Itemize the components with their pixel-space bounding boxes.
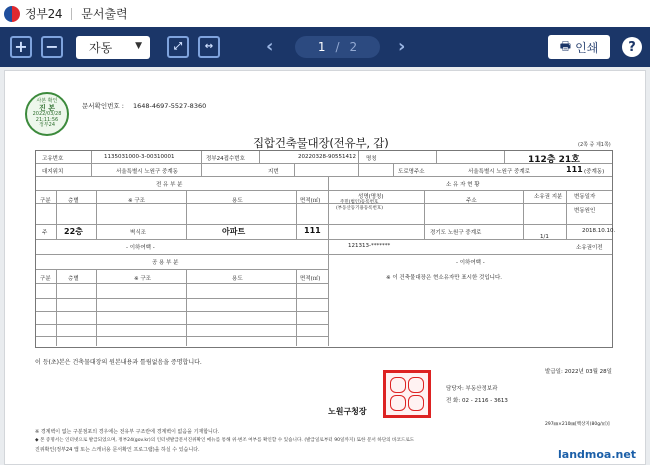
seal-glyph [408, 377, 424, 393]
fit-width-icon: ↔ [204, 41, 214, 52]
table-rule [56, 269, 57, 346]
table-rule [523, 190, 524, 239]
fit-page-button[interactable] [167, 36, 189, 58]
authenticity-seal-icon [25, 92, 69, 136]
table-rule [36, 203, 612, 204]
footnote-3: 진위확인(정부24 앱 또는 스캐너용 문서확인 프로그램)을 하실 수 있습니다. [35, 447, 200, 453]
print-label: 인쇄 [575, 40, 599, 55]
page-separator: / [335, 40, 340, 54]
help-button[interactable] [622, 37, 642, 57]
below-blank-owner: - 이하여백 - [456, 260, 485, 266]
table-rule [296, 269, 297, 346]
row-area: 111 [304, 226, 321, 235]
seal-time: 21:11:56 [35, 116, 59, 123]
seal-top-text: 사본 확인 [36, 98, 58, 105]
lot-label: 지번 [268, 169, 279, 175]
table-rule [566, 190, 567, 239]
col-change-date: 변동일자 [574, 194, 596, 200]
col-change-reason: 변동원인 [574, 208, 596, 214]
table-rule [294, 163, 295, 176]
common-col-type: 구분 [40, 276, 51, 282]
section-common: 공 용 부 분 [152, 260, 179, 266]
row-struct: 벽식조 [130, 230, 146, 236]
seal-main-text: 진 본 [39, 103, 55, 112]
table-rule [186, 269, 187, 346]
table-rule [504, 151, 505, 163]
table-rule [186, 190, 187, 239]
viewer-toolbar [0, 27, 650, 67]
zoom-in-button[interactable] [10, 36, 32, 58]
table-rule [328, 176, 329, 346]
table-rule [36, 298, 328, 299]
seal-glyph [408, 395, 424, 411]
table-rule [36, 254, 612, 255]
document-viewer[interactable] [0, 67, 650, 465]
col-share: 소유권 지분 [534, 194, 563, 200]
seal-glyph [390, 377, 406, 393]
certification-text: 이 등(초)본은 건축물대장의 원본내용과 틀림없음을 증명합니다. [35, 359, 202, 366]
help-icon: ? [628, 39, 636, 55]
table-rule [36, 324, 328, 325]
col-floor: 층별 [68, 198, 79, 204]
col-owner-id2: (부동산등기용등록번호) [336, 206, 383, 211]
current-page[interactable]: 1 [317, 40, 326, 54]
brand-name: 정부24 [25, 7, 63, 21]
row-change-reason: 소유권이전 [576, 245, 603, 251]
row-floor: 22층 [64, 227, 83, 236]
col-type: 구분 [40, 198, 51, 204]
zoom-out-button[interactable] [41, 36, 63, 58]
row-owner-id: 121313-******* [348, 243, 391, 249]
office-seal-icon [383, 370, 431, 418]
print-button[interactable] [548, 35, 610, 59]
table-rule [36, 176, 612, 177]
section-exclusive: 전 유 부 분 [156, 182, 183, 188]
col-owner-name: 성명(명칭) [358, 194, 384, 200]
seal-date: 2022/03/28 [32, 111, 62, 118]
table-rule [36, 269, 328, 270]
id-label: 고유번호 [42, 156, 64, 162]
issuing-office: 노원구청장 [328, 407, 367, 416]
chevron-left-icon: ‹ [266, 36, 274, 57]
chevron-right-icon: › [398, 36, 406, 57]
contact-phone: 전 화: 02 - 2116 - 3613 [446, 398, 508, 404]
watermark: landmoa.net [558, 448, 637, 461]
next-page-button[interactable] [398, 36, 405, 58]
issue-date: 발급일: 2022년 03월 28일 [545, 369, 612, 375]
table-rule [358, 151, 359, 176]
table-rule [56, 190, 57, 239]
table-rule [436, 151, 437, 163]
table-rule [393, 163, 394, 176]
table-rule [296, 190, 297, 239]
site-label: 대지위치 [42, 169, 64, 175]
col-address: 주소 [466, 198, 477, 204]
table-rule [36, 336, 328, 337]
row-share: 1/1 [540, 234, 549, 240]
document-number-label: 문서확인번호 : [82, 102, 124, 110]
table-rule [36, 283, 328, 284]
zoom-select[interactable] [76, 36, 150, 59]
total-pages: 2 [349, 40, 358, 54]
road-suffix: (중계동) [584, 169, 605, 175]
col-use: 용도 [232, 198, 243, 204]
road-number: 111 [566, 165, 583, 174]
register-table [35, 150, 616, 348]
footnote-1: ※ 경계벽이 없는 구분점포의 경우에는 전유부 구조란에 경계벽이 없음을 기재합니다. [35, 429, 220, 435]
building-unit: 112층 21호 [528, 155, 580, 165]
minus-icon: − [45, 37, 59, 56]
col-area: 면적(㎡) [300, 198, 321, 204]
title-bar [0, 0, 650, 27]
common-col-use: 용도 [232, 276, 243, 282]
printer-icon: 🖶 [559, 38, 572, 53]
row-address: 경기도 노원구 중계로 [430, 230, 482, 236]
table-rule [96, 190, 97, 239]
title-separator [71, 8, 72, 20]
previous-page-button[interactable] [266, 36, 273, 58]
page-indicator [295, 36, 380, 58]
paper-size: 297㎜×210㎜[백상지(80g/㎡)] [545, 422, 610, 427]
table-rule [424, 190, 425, 239]
table-rule [96, 269, 97, 346]
row-use: 아파트 [222, 227, 246, 236]
row-date: 2018.10.10. [582, 228, 616, 234]
table-rule [36, 239, 612, 240]
page-of-label: (2쪽 중 제1쪽) [578, 142, 611, 148]
common-col-area: 면적(㎡) [300, 276, 321, 282]
col-struct: ※ 구조 [128, 198, 145, 204]
contact-dept: 담당자: 부동산정보과 [446, 386, 498, 392]
table-rule [36, 224, 612, 225]
road-value: 서울특별시 노원구 중계로 [468, 169, 530, 175]
table-rule [36, 311, 328, 312]
seal-bottom-text: 정부24 [38, 122, 56, 129]
site-value: 서울특별시 노원구 중계동 [116, 169, 178, 175]
government-logo-icon [4, 6, 20, 22]
seal-glyph [390, 395, 406, 411]
col-owner-id: 주민(법인)등록번호 [340, 200, 379, 205]
row-type: 주 [42, 230, 48, 236]
footnote-2: ◆ 본 증명서는 인터넷으로 발급되었으며, 정부24(gov.kr)의 인터넷발급문서진위확인 메뉴를 통해 위·변조 여부를 확인할 수 있습니다. (발급일로부터 90일까지) 또한 문서 하단의 바코드로도 [35, 438, 415, 443]
chevron-down-icon: ▼ [135, 41, 142, 51]
below-blank: - 이하여백 - [126, 245, 155, 251]
road-label: 도로명주소 [398, 169, 425, 175]
id-value: 1135031000-3-00310001 [104, 154, 175, 160]
document-number-value: 1648-4697-5527-8360 [133, 102, 207, 110]
common-col-floor: 층별 [68, 276, 79, 282]
receipt-value: 20220328-90551412 [298, 154, 356, 160]
fit-width-button[interactable] [198, 36, 220, 58]
owner-note: ※ 이 건축물대장은 현소유자만 표시한 것입니다. [386, 275, 503, 281]
table-rule [259, 151, 260, 163]
zoom-value: 자동 [89, 41, 113, 55]
plus-icon: + [14, 37, 28, 56]
document-page [4, 70, 646, 465]
table-rule [91, 151, 92, 176]
name-label: 명칭 [366, 156, 377, 162]
table-rule [36, 190, 612, 191]
section-owner: 소 유 자 현 황 [446, 182, 480, 188]
fit-page-icon: ⤢ [174, 41, 182, 52]
document-title: 집합건축물대장(전유부, 갑) [253, 136, 389, 150]
document-number [82, 101, 206, 110]
table-rule [36, 163, 612, 164]
receipt-label: 정부24접수번호 [206, 156, 245, 162]
common-col-struct: ※ 구조 [134, 276, 151, 282]
window-title: 문서출력 [81, 7, 128, 21]
table-rule [201, 151, 202, 176]
